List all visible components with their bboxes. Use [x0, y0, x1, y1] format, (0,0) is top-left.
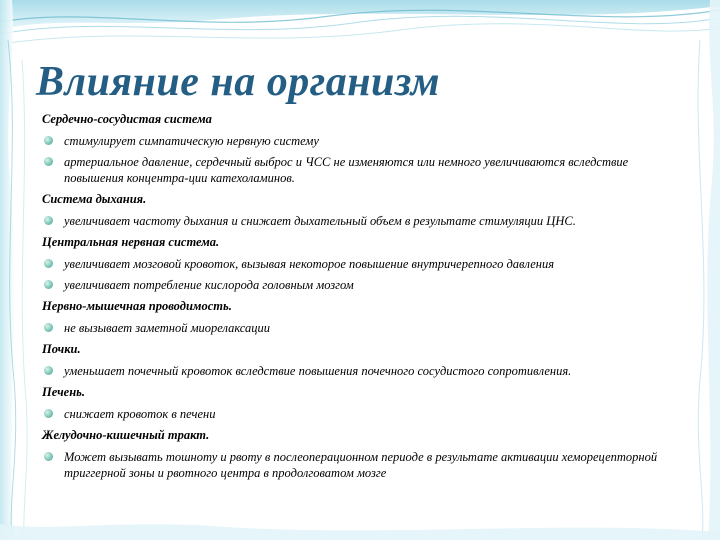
bullet-dot-icon	[44, 280, 53, 289]
bullet-item	[42, 277, 682, 293]
bullet-item	[42, 320, 682, 336]
bullet-dot-icon	[44, 136, 53, 145]
bullet-dot-icon	[44, 366, 53, 375]
section-heading: Печень.	[42, 385, 85, 399]
bullet-text: снижает кровоток в печени	[64, 407, 216, 421]
section-heading: Сердечно-сосудистая система	[42, 112, 212, 126]
bullet-text: увеличивает частоту дыхания и снижает дыхательный объем в результате стимуляции ЦНС.	[64, 214, 576, 228]
bullet-dot-icon	[44, 216, 53, 225]
bullet-text: увеличивает мозговой кровоток, вызывая некоторое повышение внутричерепного давления	[64, 257, 555, 271]
bullet-item	[42, 154, 682, 186]
section-heading: Почки.	[42, 342, 81, 356]
section-heading: Центральная нервная система.	[42, 235, 220, 249]
bullet-item	[42, 406, 682, 422]
bullet-dot-icon	[44, 323, 53, 332]
bullet-item	[42, 449, 682, 481]
section-heading: Система дыхания.	[42, 192, 147, 206]
section-heading: Нервно-мышечная проводимость.	[42, 299, 232, 313]
bullet-item	[42, 133, 682, 149]
bullet-text: артериальное давление, сердечный выброс и ЧСС не изменяются или немного увеличиваются вследствие повышения концентра-ции катехоламинов.	[64, 155, 629, 185]
bullet-dot-icon	[44, 409, 53, 418]
slide-title: Влияние на организм	[36, 59, 440, 105]
bullet-item	[42, 256, 682, 272]
bullet-dot-icon	[44, 452, 53, 461]
bullet-dot-icon	[44, 157, 53, 166]
section-heading: Желудочно-кишечный тракт.	[42, 428, 210, 442]
bullet-text: не вызывает заметной миорелаксации	[64, 321, 270, 335]
bullet-text: увеличивает потребление кислорода головным мозгом	[64, 278, 354, 292]
bullet-text: стимулирует симпатическую нервную систему	[64, 134, 319, 148]
bullet-dot-icon	[44, 259, 53, 268]
bullet-item	[42, 213, 682, 229]
bullet-text: Может вызывать тошноту и рвоту в послеоперационном периоде в результате активации хеморецепторной триггерной зоны и рвотного центра в продолговатом мозге	[64, 450, 658, 480]
bullet-text: уменьшает почечный кровоток вследствие повышения почечного сосудистого сопротивления.	[64, 364, 572, 378]
bullet-item	[42, 363, 682, 379]
slide-content	[42, 111, 682, 486]
